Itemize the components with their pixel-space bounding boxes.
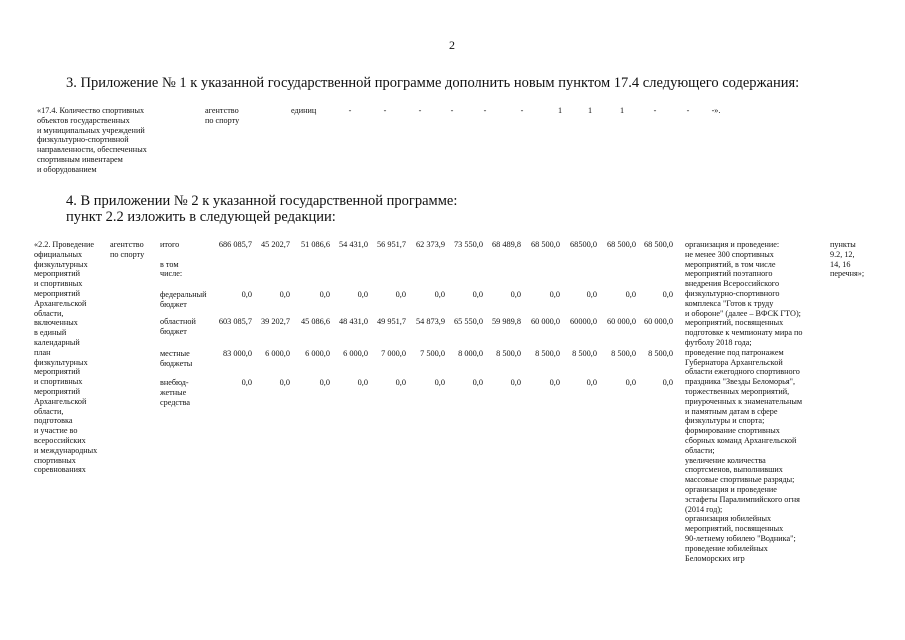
finance-cell: 59 989,8	[491, 317, 521, 326]
section3-row-unit: единиц	[291, 106, 317, 115]
section3-value: -	[450, 106, 454, 115]
finance-cell: 8 500,0	[535, 349, 560, 358]
finance-cell: 60 000,0	[530, 317, 560, 326]
finance-cell: 62 373,9	[415, 240, 445, 249]
section3-row-name: «17.4. Количество спортивных объектов государственных и муниципальных учреждений физкультурно-спортивной направленности, обеспеченных спортивным инвентарем и оборудованием	[37, 106, 147, 174]
section3-value: 1	[557, 106, 563, 115]
table-row-result: организация и проведение: не менее 300 спортивных мероприятий, в том числе мероприятий поэтапного внедрения Всероссийского физкультурно-спортивного комплекса "Готов к труду и обороне" (далее – ВФСК ГТО); мероприятий, посвященных подготовке к чемпионату мира по футболу 2018 года; проведение под патронажем Губернатора Архангельской области ежегодного спортивного праздника "Звезды Беломорья", торжественных мероприятий, приуроченных к знаменательным и памятным датам в сфере физкультуры и спорта; формирование спортивных сборных команд Архангельской области; увеличение количества спортсменов, выполнивших массовые спортивные разряды; организация и проведение эстафеты Паралимпийского огня (2014 год); организация юбилейных мероприятий, посвященных 90-летнему юбилею "Водника"; проведение юбилейных Беломорских игр	[685, 240, 803, 563]
section3-value: -	[348, 106, 352, 115]
finance-cell: 54 873,9	[415, 317, 445, 326]
finance-cell: 0,0	[319, 290, 330, 299]
finance-cell: 0,0	[241, 290, 252, 299]
finance-cell: 0,0	[472, 290, 483, 299]
finance-cell: 68500,0	[570, 240, 597, 249]
finance-cell: 8 500,0	[611, 349, 636, 358]
finance-cell: 603 085,7	[218, 317, 252, 326]
finance-cell: 68 500,0	[606, 240, 636, 249]
finance-cell: 6 000,0	[343, 349, 368, 358]
section3-value: -	[383, 106, 387, 115]
table-row-indicators: пункты 9.2, 12, 14, 16 перечня»;	[830, 240, 865, 279]
finance-cell: 0,0	[319, 378, 330, 387]
finance-cell: 0,0	[549, 378, 560, 387]
finance-cell: 0,0	[395, 378, 406, 387]
finance-cell: 0,0	[357, 290, 368, 299]
finance-cell: 68 500,0	[643, 240, 673, 249]
finance-cell: 60 000,0	[643, 317, 673, 326]
finance-cell: 8 000,0	[458, 349, 483, 358]
finance-cell: 51 086,6	[300, 240, 330, 249]
section3-value: 1	[619, 106, 625, 115]
finance-cell: 7 500,0	[420, 349, 445, 358]
table-row-responsible: агентство по спорту	[110, 240, 145, 259]
finance-cell: 0,0	[434, 290, 445, 299]
section3-value: -	[418, 106, 422, 115]
finance-cell: 0,0	[510, 290, 521, 299]
finance-cell: 0,0	[586, 290, 597, 299]
finance-cell: 8 500,0	[496, 349, 521, 358]
section3-heading: 3. Приложение № 1 к указанной государственной программе дополнить новым пунктом 17.4 следующего содержания:	[66, 75, 800, 91]
finance-row-label: областной бюджет	[160, 317, 196, 336]
section4-heading-line2: пункт 2.2 изложить в следующей редакции:	[66, 209, 336, 225]
page-number: 2	[449, 38, 455, 52]
finance-cell: 0,0	[625, 378, 636, 387]
finance-cell: 54 431,0	[338, 240, 368, 249]
finance-cell: 48 431,0	[338, 317, 368, 326]
finance-cell: 60 000,0	[606, 317, 636, 326]
finance-row-label: местные бюджеты	[160, 349, 193, 368]
section3-value: -	[483, 106, 487, 115]
finance-cell: 83 000,0	[222, 349, 252, 358]
finance-cell: 6 000,0	[265, 349, 290, 358]
finance-cell: 68 489,8	[491, 240, 521, 249]
finance-cell: 0,0	[395, 290, 406, 299]
finance-cell: 8 500,0	[572, 349, 597, 358]
finance-cell: 68 500,0	[530, 240, 560, 249]
finance-cell: 0,0	[434, 378, 445, 387]
finance-cell: 56 951,7	[376, 240, 406, 249]
section3-value: 1	[587, 106, 593, 115]
finance-cell: 39 202,7	[260, 317, 290, 326]
finance-cell: 0,0	[357, 378, 368, 387]
section3-value: -	[520, 106, 524, 115]
finance-cell: 0,0	[586, 378, 597, 387]
section3-value: -	[653, 106, 657, 115]
finance-cell: 8 500,0	[648, 349, 673, 358]
section3-row-responsible: агентство по спорту	[205, 106, 240, 125]
finance-cell: 0,0	[662, 290, 673, 299]
table-row-name: «2.2. Проведение официальных физкультурных мероприятий и спортивных мероприятий Архангельской области, включенных в единый календарный план физкультурных мероприятий и спортивных мероприятий Архангельской области, подготовка и участие во всероссийских и международных спортивных соревнованиях	[34, 240, 98, 475]
finance-cell: 45 202,7	[260, 240, 290, 249]
finance-cell: 0,0	[662, 378, 673, 387]
finance-cell: 7 000,0	[381, 349, 406, 358]
finance-cell: 45 086,6	[300, 317, 330, 326]
finance-cell: 73 550,0	[453, 240, 483, 249]
section3-value: -».	[711, 106, 721, 115]
finance-cell: 0,0	[472, 378, 483, 387]
finance-row-label: итого в том числе:	[160, 240, 183, 279]
finance-row-label: федеральный бюджет	[160, 290, 207, 309]
finance-cell: 0,0	[510, 378, 521, 387]
finance-cell: 6 000,0	[305, 349, 330, 358]
finance-cell: 0,0	[241, 378, 252, 387]
section4-heading	[66, 193, 457, 225]
finance-cell: 0,0	[279, 378, 290, 387]
finance-cell: 49 951,7	[376, 317, 406, 326]
finance-cell: 686 085,7	[218, 240, 252, 249]
section3-value: -	[686, 106, 690, 115]
finance-row-label: внебюд- жетные средства	[160, 378, 191, 407]
finance-cell: 0,0	[549, 290, 560, 299]
finance-cell: 60000,0	[570, 317, 597, 326]
finance-cell: 0,0	[279, 290, 290, 299]
finance-cell: 65 550,0	[453, 317, 483, 326]
section4-heading-line1: 4. В приложении № 2 к указанной государственной программе:	[66, 193, 458, 209]
finance-cell: 0,0	[625, 290, 636, 299]
